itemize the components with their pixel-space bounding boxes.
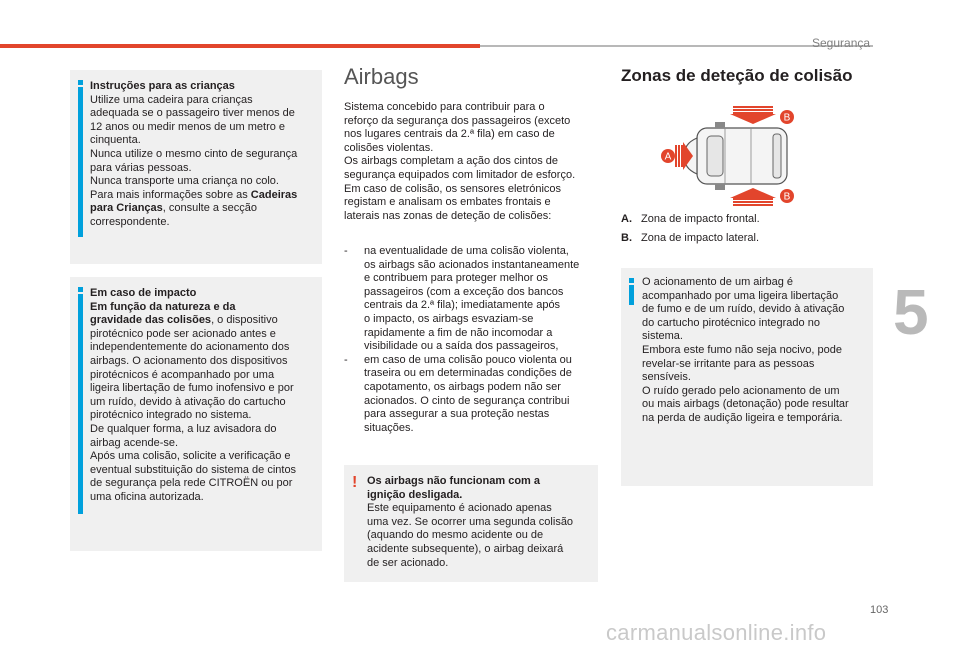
label-b: B: [783, 191, 791, 203]
text-line: De qualquer forma, a luz avisadora do: [90, 422, 277, 435]
text-line: e contribuem para proteger melhor os: [364, 272, 549, 285]
box-title: Em caso de impacto: [90, 287, 197, 299]
text-line: acidente subsequente), o airbag deixará: [367, 542, 564, 555]
text-line: airbag acende-se.: [90, 436, 179, 449]
text-line: O ruído gerado pelo acionamento de um: [642, 384, 840, 397]
text-line: acompanhado por uma ligeira libertação: [642, 289, 839, 302]
text-line: Sistema concebido para contribuir para o: [344, 101, 545, 113]
label-b: B: [783, 112, 791, 124]
list-item: [344, 354, 604, 436]
header-accent-bar: [0, 44, 480, 48]
text-line: Os airbags completam a ação dos cintos de: [344, 155, 559, 168]
text-line: para assegurar a sua proteção nestas: [364, 408, 550, 421]
legend-key: B.: [621, 232, 632, 244]
watermark: carmanualsonline.info: [606, 620, 827, 645]
label-a-badge: [661, 149, 675, 163]
legend-item: [621, 232, 759, 244]
text-line: ligeira libertação de fumo inofensivo e por: [90, 382, 294, 395]
airbag-deployment-info-box: [621, 268, 873, 486]
text-line: colisões violentas.: [344, 141, 434, 154]
text-line: Embora este fumo não seja nocivo, pode: [642, 343, 842, 356]
info-icon: [629, 278, 634, 305]
text-line: nos lugares centrais da 2.ª fila) em caso de: [344, 128, 555, 141]
car-top-view: [685, 122, 787, 190]
text-line: centrais da 2.ª fila); imediatamente após: [364, 299, 561, 312]
text-line: ou mais airbags (detonação) pode resultar: [642, 398, 849, 411]
text-line: adequada se o passageiro tiver menos de: [90, 107, 295, 120]
text-line: sistema.: [642, 330, 683, 343]
text-line: correspondente.: [90, 215, 170, 228]
lateral-impact-arrow-bottom: [730, 188, 776, 206]
impact-box: [70, 277, 322, 551]
text-line: capotamento, os airbags podem não ser: [364, 380, 561, 393]
legend-text: Zona de impacto lateral.: [641, 232, 760, 244]
text-line: pirotécnico pode ser acionado antes e: [90, 327, 276, 340]
text-line: Nunca transporte uma criança no colo.: [90, 175, 279, 188]
text-line: em caso de uma colisão pouco violenta ou: [364, 353, 572, 366]
text-line: revelar-se irritante para as pessoas: [642, 357, 815, 370]
text-line: de segurança pela rede CITROËN ou por: [90, 477, 293, 490]
info-icon: [78, 287, 83, 514]
text-line: visibilidade ou a saída dos passageiros,: [364, 340, 559, 353]
airbags-bullets: [344, 245, 604, 435]
text-line: O acionamento de um airbag é: [642, 276, 794, 288]
text-line: situações.: [364, 421, 414, 434]
text-line: os airbags são acionados instantaneamente: [364, 258, 580, 271]
text-line: uma oficina autorizada.: [90, 490, 204, 503]
chapter-number: 5: [893, 276, 929, 348]
box-subtitle: Em função da natureza e da: [90, 300, 236, 313]
text-line: pirotécnico integrado no sistema.: [90, 409, 252, 422]
text-line: (aquando do mesmo acidente ou de: [367, 529, 544, 542]
text-line: , o dispositivo: [211, 314, 278, 327]
text-line: pirotécnicos é acompanhado por uma: [90, 368, 275, 381]
text-line: segurança equipados com limitador de esforço.: [344, 168, 576, 181]
text-line: traseira ou em determinadas condições de: [364, 367, 572, 380]
text-line: Em caso de colisão, os sensores eletrónicos: [344, 182, 562, 195]
text-line: Após uma colisão, solicite a verificação e: [90, 450, 291, 463]
text-line: laterais nas zonas de deteção de colisões:: [344, 209, 552, 222]
detection-zones-heading: Zonas de deteção de colisão: [621, 66, 853, 85]
legend-text: Zona de impacto frontal.: [641, 213, 760, 225]
text-line: um ruído, devido à ativação do cartucho: [90, 395, 286, 408]
text-line: para várias pessoas.: [90, 161, 192, 174]
text-line: acionados. O cinto de segurança contribui: [364, 394, 570, 407]
box-title: Instruções para as crianças: [90, 80, 235, 92]
text-line: na perda de audição ligeira e temporária.: [642, 411, 843, 424]
warning-box: [344, 465, 598, 582]
box-subtitle: gravidade das colisões: [90, 314, 212, 327]
text-line: do cartucho pirotécnico integrado no: [642, 316, 820, 329]
text-line: registam e analisam os embates frontais e: [344, 196, 551, 209]
bullet-dash: -: [344, 245, 348, 257]
legend-item: [621, 213, 760, 225]
box-title: Os airbags não funcionam com a: [367, 475, 540, 487]
legend-key: A.: [621, 213, 632, 225]
text-line: rapidamente a fim de não incomodar a: [364, 326, 553, 339]
info-icon: [78, 80, 83, 237]
text-line: Utilize uma cadeira para crianças: [90, 93, 253, 106]
text-line: airbags. O acionamento dos dispositivos: [90, 354, 288, 367]
airbags-heading: Airbags: [344, 64, 419, 89]
cross-reference: para Crianças: [90, 202, 163, 215]
text-line: eventual substituição do sistema de cintos: [90, 463, 297, 476]
text-line: uma vez. Se ocorrer uma segunda colisão: [367, 515, 574, 528]
child-instructions-box: [70, 70, 322, 264]
list-item: [344, 245, 604, 354]
text-line: sensíveis.: [642, 371, 691, 384]
airbags-intro: [344, 101, 604, 223]
text-line: 12 anos ou medir menos de um metro e: [90, 120, 286, 133]
collision-zones-diagram: [655, 104, 800, 214]
text-line: de fumo e de um ruído, devido à ativação: [642, 303, 845, 316]
warning-icon: !: [352, 474, 358, 491]
label-a: A: [664, 151, 672, 163]
text-line: independentemente do acionamento dos: [90, 341, 290, 354]
cross-reference: Cadeiras: [250, 188, 298, 201]
text-line: reforço da segurança dos passageiros (exceto: [344, 114, 571, 127]
text-line: Nunca utilize o mesmo cinto de segurança: [90, 147, 298, 160]
text-line: de ser acionado.: [367, 556, 449, 569]
text-line: cinquenta.: [90, 134, 141, 147]
page-number: 103: [870, 604, 889, 616]
text-line: , consulte a secção: [162, 202, 257, 215]
box-title: ignição desligada.: [367, 488, 463, 501]
label-b-bottom-badge: [780, 189, 794, 203]
text-line: passageiros (com a exceção dos bancos: [364, 285, 564, 298]
text-line: Este equipamento é acionado apenas: [367, 502, 552, 515]
lateral-impact-arrow-top: [730, 106, 776, 124]
bullet-dash: -: [344, 353, 348, 366]
section-title: Segurança: [812, 36, 871, 50]
label-b-top-badge: [780, 110, 794, 124]
text-line: o impacto, os airbags esvaziam-se: [364, 312, 534, 325]
text-line: na eventualidade de uma colisão violenta,: [364, 245, 569, 257]
text-line: Para mais informações sobre as: [90, 188, 251, 201]
